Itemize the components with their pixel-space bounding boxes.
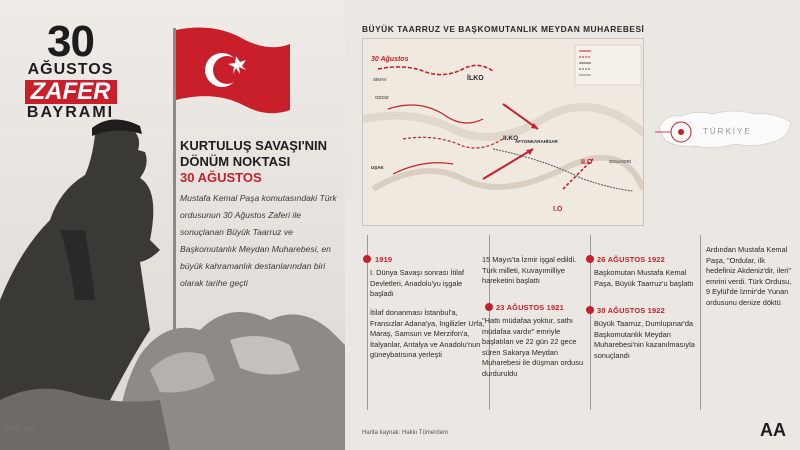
timeline-dot <box>586 255 594 263</box>
map-place-io: I.O <box>553 206 563 213</box>
map-place-solvadri: SOLVADRİ <box>609 159 632 164</box>
country-label: TÜRKİYE <box>703 127 752 136</box>
headline-line2: DÖNÜM NOKTASI <box>180 154 291 169</box>
map-place-iio: II.O <box>581 159 593 166</box>
map-front-label: 30 Ağustos <box>371 56 409 63</box>
map-place-iiko: II.KO <box>503 135 519 142</box>
battle-map-drawing <box>363 39 644 226</box>
turkey-map-icon <box>655 92 795 167</box>
event-text: I. Dünya Savaşı sonrası İtilaf Devletleri, Anadolu'yu işgale başladı <box>370 268 465 298</box>
turkey-locator <box>655 92 795 167</box>
event-date: 23 AĞUSTOS 1921 <box>496 303 564 312</box>
map-source: Harita kaynak: Hakkı Tümerdem <box>362 430 448 436</box>
map-place-gediz: GEDİZ <box>375 95 389 100</box>
badge-word: ZAFER <box>25 80 117 104</box>
event-date: 30 AĞUSTOS 1922 <box>597 306 665 315</box>
intro-text: Mustafa Kemal Paşa komutasındaki Türk ordusunun 30 Ağustos Zaferi ile sonuçlanan Büyük Taarruz ve Başkomutanlık Meydan Muharebesi, en büyük kahramanlık destanlarından biri olarak tarihe geçti <box>180 193 337 288</box>
timeline-dot <box>586 306 594 314</box>
map-title: BÜYÜK TAARRUZ VE BAŞKOMUTANLIK MEYDAN MUHAREBESİ <box>362 24 645 34</box>
timeline-dot <box>485 303 493 311</box>
event-text: Ardından Mustafa Kemal Paşa, "Ordular, ilk hedefiniz Akdeniz'dir, ileri" emrini verdi. Türk Ordusu, 9 Eylül'de İzmir'de Yunan ordusunu denize döktü <box>706 245 792 307</box>
map-place-ilko: İLKO <box>467 75 484 82</box>
timeline-line-4 <box>700 235 701 410</box>
event-text: "Hattı müdafaa yoktur, sathı müdafaa vardır" emriyle başlatılan ve 22 gün 22 gece süren Sakarya Meydan Muharebesi ile düşman ordusu durduruldu <box>482 316 584 378</box>
map-place-afyon: AFYONKARAHİSAR <box>515 139 558 144</box>
headline <box>180 138 350 186</box>
event-text: İtilaf donanması İstanbul'a, Fransızlar Adana'ya, İngilizler Urfa, Maraş, Samsun ve Merzifon'a, İtalyanlar, Antalya ve Anadolu'nun güneybatısına yerleşti <box>370 308 485 359</box>
event-date: 26 AĞUSTOS 1922 <box>597 255 665 264</box>
badge-month: AĞUSTOS <box>27 61 114 78</box>
timeline-dot <box>363 255 371 263</box>
battle-map <box>362 38 644 226</box>
headline-line1: KURTULUŞ SAVAŞI'NIN <box>180 138 328 153</box>
date-stamp: 30.08.2024 <box>4 427 35 433</box>
event-text: Büyük Taarruz, Dumlupınar'da Başkomutanlık Meydan Muharebesi'nin kazanılmasıyla sonuçlandı <box>594 319 695 360</box>
badge-number: 30 <box>47 17 94 66</box>
headline-line3: 30 AĞUSTOS <box>180 170 262 185</box>
badge-holiday: BAYRAMI <box>26 104 115 121</box>
event-date: 1919 <box>375 255 393 264</box>
map-place-usak: UŞAK <box>371 165 384 170</box>
aa-logo: AA <box>760 420 786 440</box>
event-text: 15 Mayıs'ta İzmir işgal edildi. Türk milleti, Kuvayımilliye hareketini başlattı <box>482 255 577 285</box>
holiday-badge <box>8 17 133 122</box>
event-text: Başkomutan Mustafa Kemal Paşa, Büyük Taarruz'u başlattı <box>594 268 694 288</box>
map-place-simav: SİMAV <box>373 77 387 82</box>
